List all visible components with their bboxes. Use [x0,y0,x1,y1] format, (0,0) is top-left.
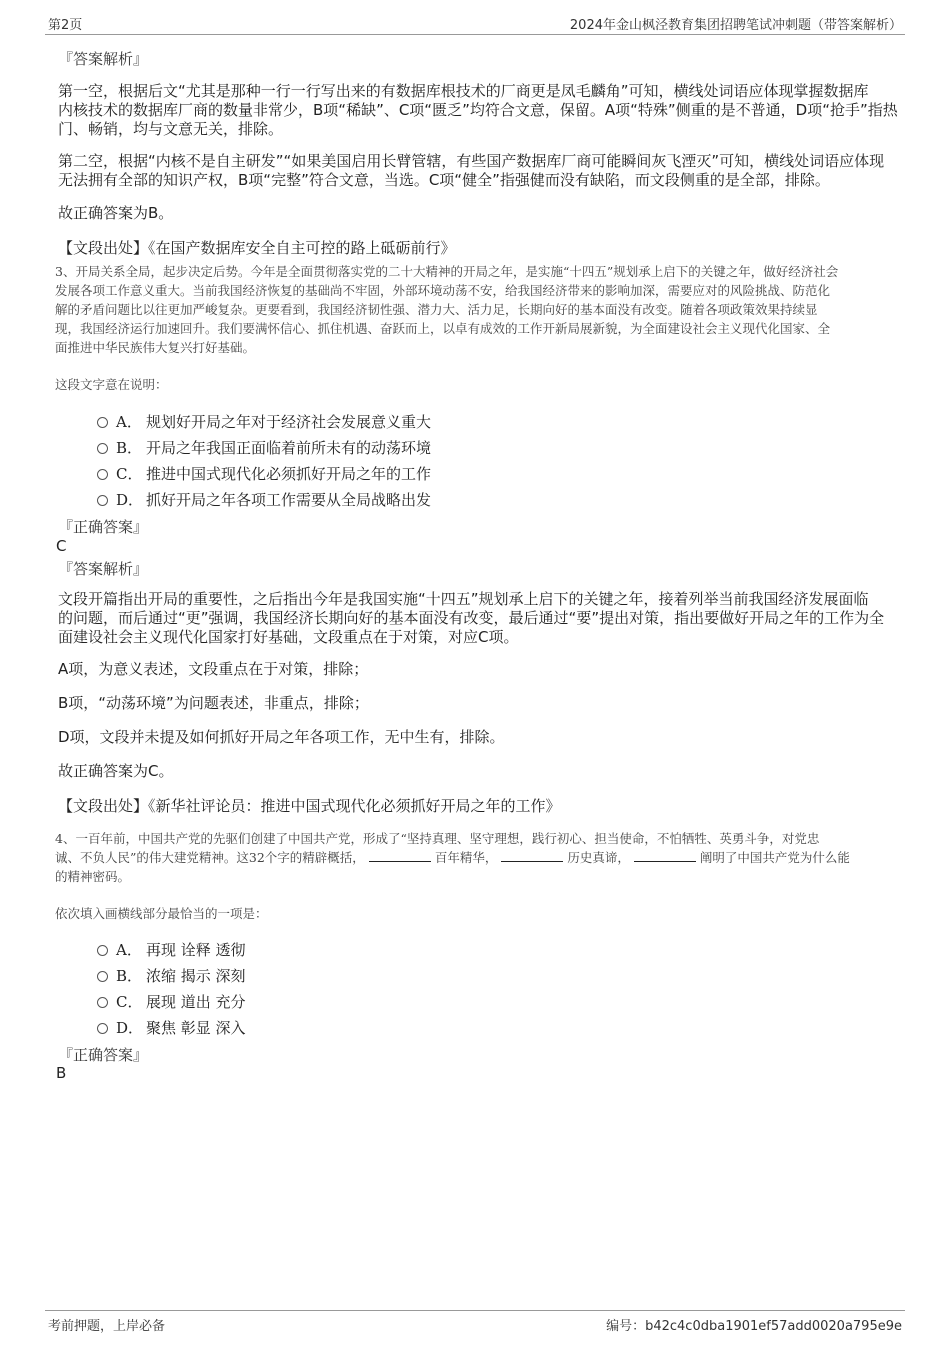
text-line: 解的矛盾问题比以往更加严峻复杂。更要看到，我国经济韧性强、潜力大、活力足，长期向好的基本面没有改变。随着各项政策效果持续显 [55,302,818,317]
option-letter: A． [116,413,142,431]
conclusion: 故正确答案为C。 [58,762,174,780]
text-line: 面建设社会主义现代化国家打好基础，文段重点在于对策，对应C项。 [58,628,519,646]
text-line: 面推进中华民族伟大复兴打好基础。 [55,340,256,355]
option-d[interactable] [97,489,431,510]
text-line [55,848,895,867]
radio-icon[interactable] [97,417,108,428]
text-line: 内核技术的数据库厂商的数量非常少，B项“稀缺”、C项“匮乏”均符合文意，保留。A项“特殊”侧重的是不普通，D项“抢手”指热 [58,101,898,119]
document-code: 编号：b42c4c0dba1901ef57add0020a795e9e [606,1319,902,1334]
note-a: A项，为意义表述，文段重点在于对策，排除； [58,660,369,678]
footer-slogan: 考前押题，上岸必备 [48,1319,166,1334]
note-d: D项，文段并未提及如何抓好开局之年各项工作，无中生有，排除。 [58,728,505,746]
fill-blank [501,849,563,862]
radio-icon[interactable] [97,469,108,480]
conclusion: 故正确答案为B。 [58,204,174,222]
option-letter: A． [116,941,142,959]
option-letter: B． [116,967,143,985]
text-line: 无法拥有全部的知识产权，B项“完整”符合文意，当选。C项“健全”指强健而没有缺陷，而文段侧重的是全部，排除。 [58,171,830,189]
note-b: B项，“动荡环境”为问题表述，非重点，排除； [58,694,369,712]
radio-icon[interactable] [97,443,108,454]
text-line: 3、开局关系全局，起步决定后势。今年是全面贯彻落实党的二十大精神的开局之年，是实施“十四五”规划承上启下的关键之年，做好经济社会 [55,264,839,279]
option-a[interactable] [97,411,431,432]
text-line: 的问题，而后通过“更”强调，我国经济长期向好的基本面没有改变，最后通过“要”提出对策，指出要做好开局之年的工作为全 [58,609,885,627]
question-stem [55,262,895,357]
radio-icon[interactable] [97,997,108,1008]
option-letter: D． [116,1019,144,1037]
option-text: 推进中国式现代化必须抓好开局之年的工作 [146,465,432,483]
text-segment: 阐明了中国共产党为什么能 [699,850,850,865]
option-letter: C． [116,993,143,1011]
radio-icon[interactable] [97,971,108,982]
option-text: 开局之年我国正面临着前所未有的动荡环境 [146,439,432,457]
option-letter: D． [116,491,144,509]
text-segment: 百年精华， [434,850,498,865]
radio-icon[interactable] [97,1023,108,1034]
correct-answer-label: 『正确答案』 [58,1046,149,1064]
fill-blank [634,849,696,862]
radio-icon[interactable] [97,495,108,506]
option-text: 展现 道出 充分 [146,993,246,1011]
text-line: 门、畅销，均与文意无关，排除。 [58,120,284,138]
text-segment: 历史真谛， [567,850,630,865]
text-line: 第一空，根据后文“尤其是那种一行一行写出来的有数据库根技术的厂商更是凤毛麟角”可知，横线处词语应体现掌握数据库 [58,82,869,100]
text-segment: 诚、不负人民”的伟大建党精神。这32个字的精辟概括， [55,850,365,865]
option-d[interactable] [97,1017,246,1038]
analysis-paragraph-1 [58,82,898,139]
option-letter: C． [116,465,143,483]
text-line: 第二空，根据“内核不是自主研发”“如果美国启用长臂管辖，有些国产数据库厂商可能瞬间灰飞湮灭”可知，横线处词语应体现 [58,152,885,170]
page-footer [45,1310,905,1333]
correct-answer: B [56,1064,67,1082]
page-header [45,12,905,35]
question-stem [55,829,895,886]
radio-icon[interactable] [97,945,108,956]
analysis-paragraph-2 [58,152,898,190]
option-c[interactable] [97,991,246,1012]
option-b[interactable] [97,965,246,986]
document-title: 2024年金山枫泾教育集团招聘笔试冲刺题（带答案解析） [569,18,902,33]
correct-answer-label: 『正确答案』 [58,518,149,536]
question-prompt: 依次填入画横线部分最恰当的一项是： [55,906,268,921]
option-c[interactable] [97,463,431,484]
option-text: 再现 诠释 透彻 [146,941,246,959]
option-text: 浓缩 揭示 深刻 [146,967,246,985]
text-line: 的精神密码。 [55,869,131,884]
analysis-paragraph [58,590,898,647]
text-line: 现，我国经济运行加速回升。我们要满怀信心、抓住机遇、奋跃而上，以卓有成效的工作开新局展新貌，为全面建设社会主义现代化国家、全 [55,321,831,336]
source-citation: 【文段出处】《在国产数据库安全自主可控的路上砥砺前行》 [58,239,456,257]
text-line: 4、一百年前，中国共产党的先驱们创建了中国共产党，形成了“坚持真理、坚守理想，践行初心、担当使命，不怕牺牲、英勇斗争，对党忠 [55,831,820,846]
fill-blank [369,849,431,862]
analysis-label: 『答案解析』 [58,50,149,68]
text-line: 文段开篇指出开局的重要性，之后指出今年是我国实施“十四五”规划承上启下的关键之年，接着列举当前我国经济发展面临 [58,590,869,608]
analysis-label: 『答案解析』 [58,560,149,578]
source-citation: 【文段出处】《新华社评论员：推进中国式现代化必须抓好开局之年的工作》 [58,797,561,815]
question-prompt: 这段文字意在说明： [55,377,168,392]
option-letter: B． [116,439,143,457]
correct-answer: C [56,537,67,555]
option-a[interactable] [97,939,246,960]
option-text: 聚焦 彰显 深入 [146,1019,246,1037]
option-text: 抓好开局之年各项工作需要从全局战略出发 [146,491,432,509]
text-line: 发展各项工作意义重大。当前我国经济恢复的基础尚不牢固，外部环境动荡不安，给我国经济带来的影响加深，需要应对的风险挑战、防范化 [55,283,831,298]
option-b[interactable] [97,437,431,458]
page-number: 第2页 [48,18,83,33]
option-text: 规划好开局之年对于经济社会发展意义重大 [146,413,432,431]
